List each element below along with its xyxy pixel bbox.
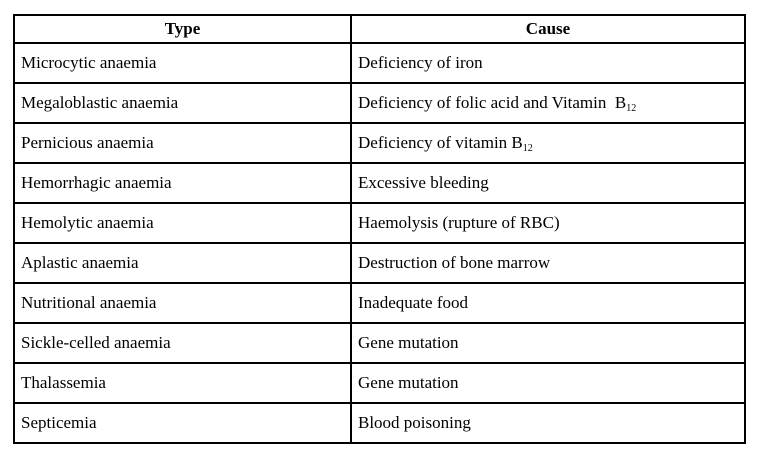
cause-cell: [351, 243, 745, 283]
type-cell: Aplastic anaemia: [14, 243, 351, 283]
type-cell: Microcytic anaemia: [14, 43, 351, 83]
cause-text: Inadequate food: [358, 293, 468, 312]
table-row: [14, 163, 745, 203]
anaemia-types-table: [13, 14, 746, 444]
cause-text: Gene mutation: [358, 373, 459, 392]
cause-subscript: 12: [626, 103, 637, 114]
header-cause: Cause: [351, 15, 745, 43]
cause-cell: [351, 123, 745, 163]
type-cell: Hemolytic anaemia: [14, 203, 351, 243]
cause-cell: [351, 163, 745, 203]
table-row: [14, 203, 745, 243]
table-row: [14, 43, 745, 83]
table-row: [14, 243, 745, 283]
table-row: [14, 83, 745, 123]
table-row: [14, 403, 745, 443]
cause-cell: [351, 363, 745, 403]
cause-cell: [351, 203, 745, 243]
table-row: [14, 283, 745, 323]
table-row: [14, 123, 745, 163]
cause-text: Blood poisoning: [358, 413, 471, 432]
type-cell: Pernicious anaemia: [14, 123, 351, 163]
type-cell: Megaloblastic anaemia: [14, 83, 351, 123]
table-body: [14, 43, 745, 443]
cause-text: Deficiency of iron: [358, 53, 483, 72]
table-header: [14, 15, 745, 43]
header-type: Type: [14, 15, 351, 43]
cause-text: Haemolysis (rupture of RBC): [358, 213, 560, 232]
cause-cell: [351, 403, 745, 443]
cause-cell: [351, 83, 745, 123]
table-row: [14, 363, 745, 403]
type-cell: Hemorrhagic anaemia: [14, 163, 351, 203]
cause-text: Destruction of bone marrow: [358, 253, 551, 272]
cause-cell: [351, 43, 745, 83]
cause-text: Gene mutation: [358, 333, 459, 352]
table-row: [14, 323, 745, 363]
cause-subscript: 12: [522, 143, 533, 154]
header-row: [14, 15, 745, 43]
type-cell: Septicemia: [14, 403, 351, 443]
type-cell: Nutritional anaemia: [14, 283, 351, 323]
cause-cell: [351, 323, 745, 363]
cause-text: Excessive bleeding: [358, 173, 489, 192]
type-cell: Sickle-celled anaemia: [14, 323, 351, 363]
cause-cell: [351, 283, 745, 323]
cause-text: Deficiency of vitamin B: [358, 133, 523, 152]
type-cell: Thalassemia: [14, 363, 351, 403]
cause-text: Deficiency of folic acid and Vitamin B: [358, 93, 627, 112]
